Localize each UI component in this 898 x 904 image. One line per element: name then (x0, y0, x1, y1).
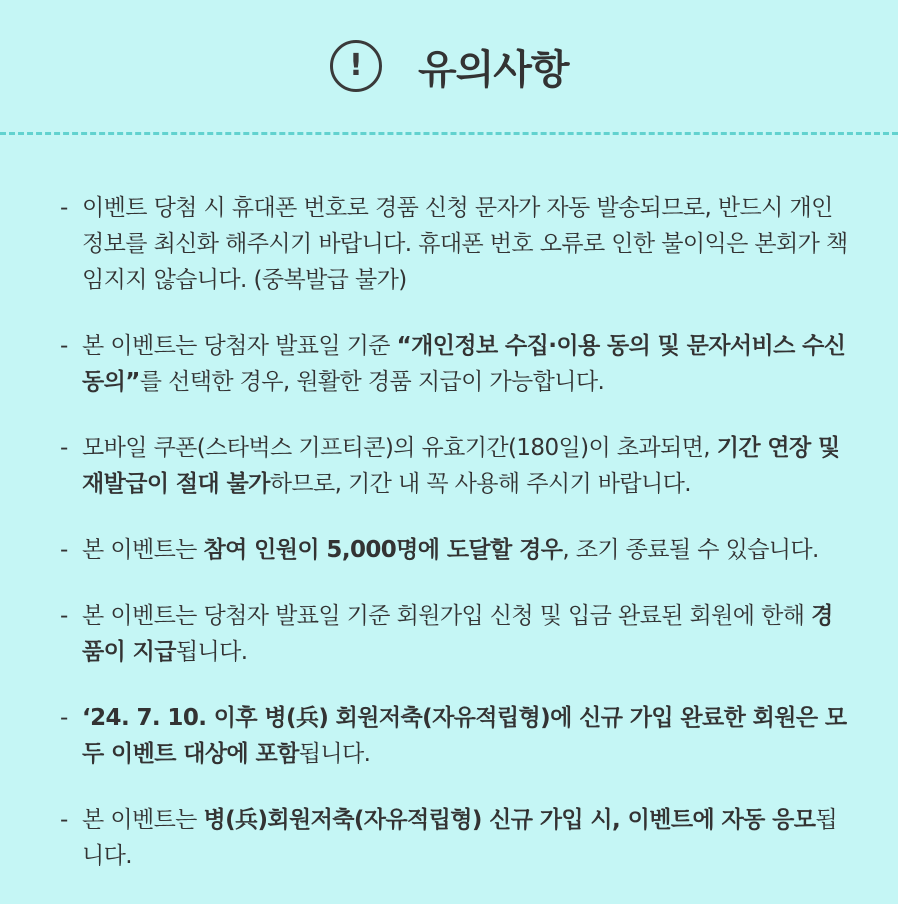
notice-item-contact-info (60, 190, 850, 298)
notice-text: 본 이벤트는 당첨자 발표일 기준 회원가입 신청 및 입금 완료된 회원에 한해 (82, 603, 812, 629)
notice-header-inner (330, 36, 569, 96)
notice-text: 본 이벤트는 (82, 537, 204, 563)
notice-item-early-end (60, 532, 850, 568)
notice-text-emphasis: ‘24. 7. 10. 이후 병(兵) 회원저축(자유적립형)에 신규 가입 완료한 회원은 모두 이벤트 대상에 포함 (82, 705, 847, 767)
notice-text: 됩니다. (298, 741, 371, 767)
dash-bullet: - (60, 603, 68, 629)
notice-text: 됩니다. (82, 807, 837, 869)
notice-text-emphasis: “개인정보 수집·이용 동의 및 문자서비스 수신 동의” (82, 333, 846, 395)
dash-bullet: - (60, 333, 68, 359)
dash-bullet: - (60, 807, 68, 833)
notice-item-included-members (60, 700, 850, 772)
dash-bullet: - (60, 195, 68, 221)
notice-item-eligibility (60, 598, 850, 670)
notice-text: 하므로, 기간 내 꼭 사용해 주시기 바랍니다. (269, 471, 691, 497)
notice-text-emphasis: 경품이 지급 (82, 603, 833, 665)
notice-text: 됩니다. (175, 639, 248, 665)
notice-text: 모바일 쿠폰(스타벅스 기프티콘)의 유효기간(180일)이 초과되면, (82, 435, 717, 461)
notice-text-emphasis: 참여 인원이 5,000명에 도달할 경우 (203, 537, 563, 563)
notice-text-emphasis: 병(兵)회원저축(자유적립형) 신규 가입 시, 이벤트에 자동 응모 (203, 807, 816, 833)
exclamation-circle-icon: ! (330, 40, 382, 92)
notice-text: 이벤트 당첨 시 휴대폰 번호로 경품 신청 문자가 자동 발송되므로, 반드시 개인정보를 최신화 해주시기 바랍니다. 휴대폰 번호 오류로 인한 불이익은 본회가 책임지지 않습니다. (중복발급 불가) (82, 195, 848, 293)
notice-text: 를 선택한 경우, 원활한 경품 지급이 가능합니다. (139, 369, 605, 395)
notice-item-coupon-validity (60, 430, 850, 502)
notice-text: 본 이벤트는 (82, 807, 204, 833)
dash-bullet: - (60, 537, 68, 563)
dashed-divider (0, 132, 898, 135)
dash-bullet: - (60, 705, 68, 731)
notice-text: 본 이벤트는 당첨자 발표일 기준 (82, 333, 397, 359)
notice-list (60, 190, 850, 904)
notice-text: , 조기 종료될 수 있습니다. (562, 537, 819, 563)
notice-header (0, 0, 898, 130)
notice-item-consent (60, 328, 850, 400)
notice-item-auto-entry (60, 802, 850, 874)
page-title: 유의사항 (418, 46, 569, 93)
dash-bullet: - (60, 435, 68, 461)
notice-text-emphasis: 기간 연장 및 재발급이 절대 불가 (82, 435, 840, 497)
